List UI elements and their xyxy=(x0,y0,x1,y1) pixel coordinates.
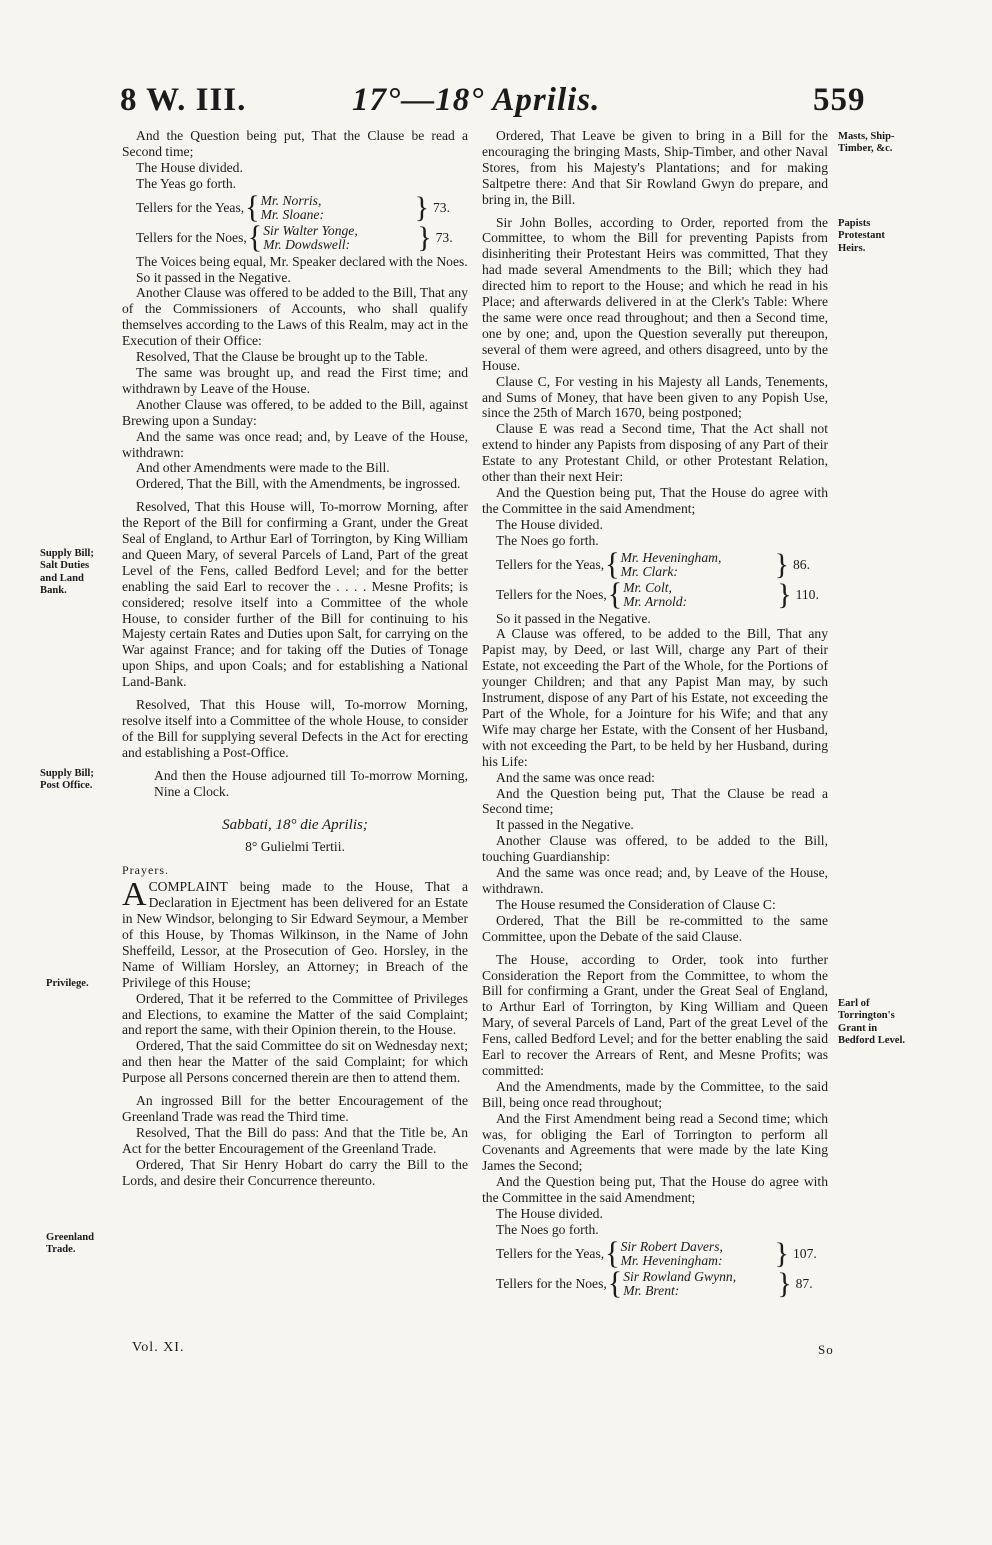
paragraph: So it passed in the Negative. xyxy=(136,269,291,285)
side-note-greenland: Greenland Trade. xyxy=(46,1232,95,1256)
tellers-count: 73. xyxy=(432,199,450,215)
paragraph: An ingrossed Bill for the better Encouragement of the Greenland Trade was read the Third time. xyxy=(122,1093,468,1124)
paragraph: Resolved, That this House will, To-morrow Morning, resolve itself into a Committee of the whole House, to consider of the Bill for supplying several Defects in the Act for erecting and establishing a Post-Office. xyxy=(122,697,468,760)
side-note-torrington: Earl of Torrington's Grant in Bedford Level. xyxy=(838,998,906,1047)
paragraph: And other Amendments were made to the Bill. xyxy=(136,460,390,476)
regnal-heading: 8° Gulielmi Tertii. xyxy=(245,839,345,855)
paragraph: Another Clause was offered, to be added to the Bill, against Brewing upon a Sunday: xyxy=(122,396,468,428)
paragraph: Clause E was read a Second time, That the Act shall not extend to hinder any Papists from disposing of any Part of their Estate to any Protestant Child, or other Protestant Relation, other than their next Heir: xyxy=(482,421,828,485)
paragraph: The House divided. xyxy=(496,1206,603,1222)
tellers-count: 110. xyxy=(795,586,819,602)
paragraph: The House, according to Order, took into further Consideration the Report from the Committee, to whom the Bill for confirming a Grant, under the Great Seal of England, to Arthur Earl of Torrington, by King William and Queen Mary, of several Parcels of Land, Part of the great Level of the Fens, called Bedford Level; and for the better enabling the said Earl to recover the Arrears of Rent, and Mesne Profits; was committed: xyxy=(482,951,828,1078)
header-dates: 17°—18° Aprilis. xyxy=(352,82,601,118)
footer-volume: Vol. XI. xyxy=(132,1340,185,1355)
paragraph: Another Clause was offered to be added to the Bill, That any of the Commissioners of Accounts, who shall qualify themselves according to the Laws of this Realm, may act in the Execution of their Office: xyxy=(122,285,468,349)
tellers-yeas: Tellers for the Yeas, { Sir Robert Davers, Mr. Heveningham: } 107. xyxy=(496,1236,817,1271)
paragraph: And the Question being put, That the House do agree with the Committee in the said Amendment; xyxy=(482,484,828,516)
paragraph: And the Question being put, That the House do agree with the Committee in the said Amendment; xyxy=(482,1174,828,1206)
right-column xyxy=(482,128,828,1300)
paragraph: The Voices being equal, Mr. Speaker declared with the Noes. xyxy=(136,253,468,269)
tellers-noes: Tellers for the Noes, { Mr. Colt, Mr. Arnold: } 110. xyxy=(496,576,819,612)
paragraph: The House divided. xyxy=(136,159,243,175)
paragraph: And the Question being put, That the Clause be read a Second time; xyxy=(122,128,468,159)
paragraph: Ordered, That the said Committee do sit on Wednesday next; and then hear the Matter of the said Complaint; for which Purpose all Persons concerned therein are then to attend them. xyxy=(122,1038,468,1086)
paragraph: The House resumed the Consideration of Clause C: xyxy=(496,896,776,912)
side-note-papists: Papists Protestant Heirs. xyxy=(838,218,885,254)
paragraph: Another Clause was offered, to be added to the Bill, touching Guardianship: xyxy=(482,833,828,865)
adjournment: And then the House adjourned till To-morrow Morning, Nine a Clock. xyxy=(154,767,468,799)
left-column xyxy=(122,128,468,1188)
date-heading: Sabbati, 18° die Aprilis; xyxy=(222,816,368,833)
side-note-privilege: Privilege. xyxy=(46,978,89,989)
paragraph: The House divided. xyxy=(496,516,603,532)
paragraph: And the Question being put, That the Clause be read a Second time; xyxy=(482,785,828,817)
paragraph: And the Amendments, made by the Committee, to the said Bill, being once read throughout; xyxy=(482,1078,828,1110)
tellers-count: 86. xyxy=(792,556,810,572)
paragraph: The Yeas go forth. xyxy=(136,175,237,191)
paragraph: A Clause was offered, to be added to the Bill, That any Papist may, by Deed, or last Will, charge any Part of their Estate, not exceeding the Part of the Whole, for the Portions of younger Children; and that any Papist Man may, by such Instrument, dispose of any Part of his Estate, not exceeding the Part of the Whole, for a Jointure for his Wife; and that any Wife may charge her Estate, with the Consent of her Husband, with not exceeding the Part, to be held by her Husband, during his Life: xyxy=(482,626,828,769)
paragraph: Ordered, That the Bill, with the Amendments, be ingrossed. xyxy=(136,476,461,492)
tellers-yeas: Tellers for the Yeas, { Mr. Norris, Mr. Sloane: } 73. xyxy=(136,189,450,225)
side-note-masts: Masts, Ship-Timber, &c. xyxy=(838,131,895,155)
paragraph: ACOMPLAINT being made to the House, That a Declaration in Ejectment has been delivered for an Estate in New Windsor, belonging to Sir Edward Seymour, a Member of this House, by Thomas Wilkinson, in the Name of John Sheffeild, Lessor, at the Prosecution of Geo. Horsley, in the Name of William Horsley, an Attorney; in Breach of the Privilege of this House; xyxy=(122,876,468,990)
paragraph: Clause C, For vesting in his Majesty all Lands, Tenements, and Sums of Money, that have been given to any Popish Use, since the 25th of March 1670, being postponed; xyxy=(482,373,828,421)
header-regnal-year: 8 W. III. xyxy=(120,82,247,118)
tellers-count: 107. xyxy=(792,1245,817,1261)
paragraph: And the same was once read: xyxy=(496,769,655,785)
paragraph: Resolved, That the Clause be brought up to the Table. xyxy=(136,349,428,365)
paragraph: The Noes go forth. xyxy=(496,1222,599,1237)
drop-cap: A xyxy=(122,876,147,914)
paragraph: Ordered, That the Bill be re-committed to the same Committee, upon the Debate of the said Clause. xyxy=(482,912,828,944)
paragraph: It passed in the Negative. xyxy=(496,817,634,833)
tellers-yeas: Tellers for the Yeas, { Mr. Heveningham, Mr. Clark: } 86. xyxy=(496,546,810,582)
paragraph: And the same was once read; and, by Leave of the House, withdrawn. xyxy=(482,865,828,896)
paragraph: The Noes go forth. xyxy=(496,532,599,548)
paragraph: Sir John Bolles, according to Order, reported from the Committee, to whom the Bill for preventing Papists from disinheriting their Protestant Heirs was committed, That they had made several Amendments to the Bill; which they had directed him to report to the House; and which he read in his Place; and afterwards delivered in at the Clerk's Table: Where the same were once read throughout; and then a Second time, one by one; and, upon the Question severally put thereupon, several of them were agreed, and others disagreed, unto by the House. xyxy=(482,214,828,373)
paragraph: Ordered, That Leave be given to bring in a Bill for the encouraging the bringing Masts, Ship-Timber, and other Naval Stores, from his Majesty's Plantations; and for making Saltpetre there: And that Sir Rowland Gwyn do prepare, and bring in, the Bill. xyxy=(482,128,828,207)
paragraph: And the same was once read; and, by Leave of the House, withdrawn: xyxy=(122,428,468,460)
paragraph: Resolved, That this House will, To-morrow Morning, after the Report of the Bill for confirming a Grant, under the Great Seal of England, to Arthur Earl of Torrington, by King William and Queen Mary, of several Parcels of Land, Part of the great Level of the Fens, called Bedford Level; and for the better enabling the said Earl to recover the . . . . Mesne Profits; is considered; resolve itself into a Committee of the whole House, to consider further of the Bill for continuing to his Majesty certain Rates and Duties upon Salt, for carrying on the War against France; and for taking off the Duties of Tonage upon Ships, and upon Coals; and for establishing a National Land-Bank. xyxy=(122,499,468,690)
paragraph: So it passed in the Negative. xyxy=(496,610,651,626)
paragraph: The same was brought up, and read the First time; and withdrawn by Leave of the House. xyxy=(122,364,468,396)
paragraph: Ordered, That Sir Henry Hobart do carry the Bill to the Lords, and desire their Concurrence thereunto. xyxy=(122,1156,468,1188)
tellers-noes: Tellers for the Noes, { Sir Walter Yonge, Mr. Dowdswell: } 73. xyxy=(136,219,453,255)
tellers-count: 73. xyxy=(435,229,453,245)
tellers-noes: Tellers for the Noes, { Sir Rowland Gwynn, Mr. Brent: } 87. xyxy=(496,1266,813,1301)
side-note-supply-post: Supply Bill; Post Office. xyxy=(40,768,94,792)
prayers-heading: Prayers. xyxy=(122,863,169,878)
footer-catchword: So xyxy=(818,1342,834,1357)
tellers-count: 87. xyxy=(795,1275,813,1291)
paragraph: Ordered, That it be referred to the Committee of Privileges and Elections, to examine the Matter of the said Complaint; and report the same, with their Opinion therein, to the House. xyxy=(122,990,468,1038)
header-page-number: 559 xyxy=(813,82,866,118)
side-note-supply-salt: Supply Bill; Salt Duties and Land Bank. xyxy=(40,548,94,597)
paragraph: And the First Amendment being read a Second time; which was, for obliging the Earl of Torrington to perform all Covenants and Agreements that were made by the late King James the Second; xyxy=(482,1110,828,1174)
paragraph: Resolved, That the Bill do pass: And that the Title be, An Act for the better Encouragement of the Greenland Trade. xyxy=(122,1124,468,1156)
